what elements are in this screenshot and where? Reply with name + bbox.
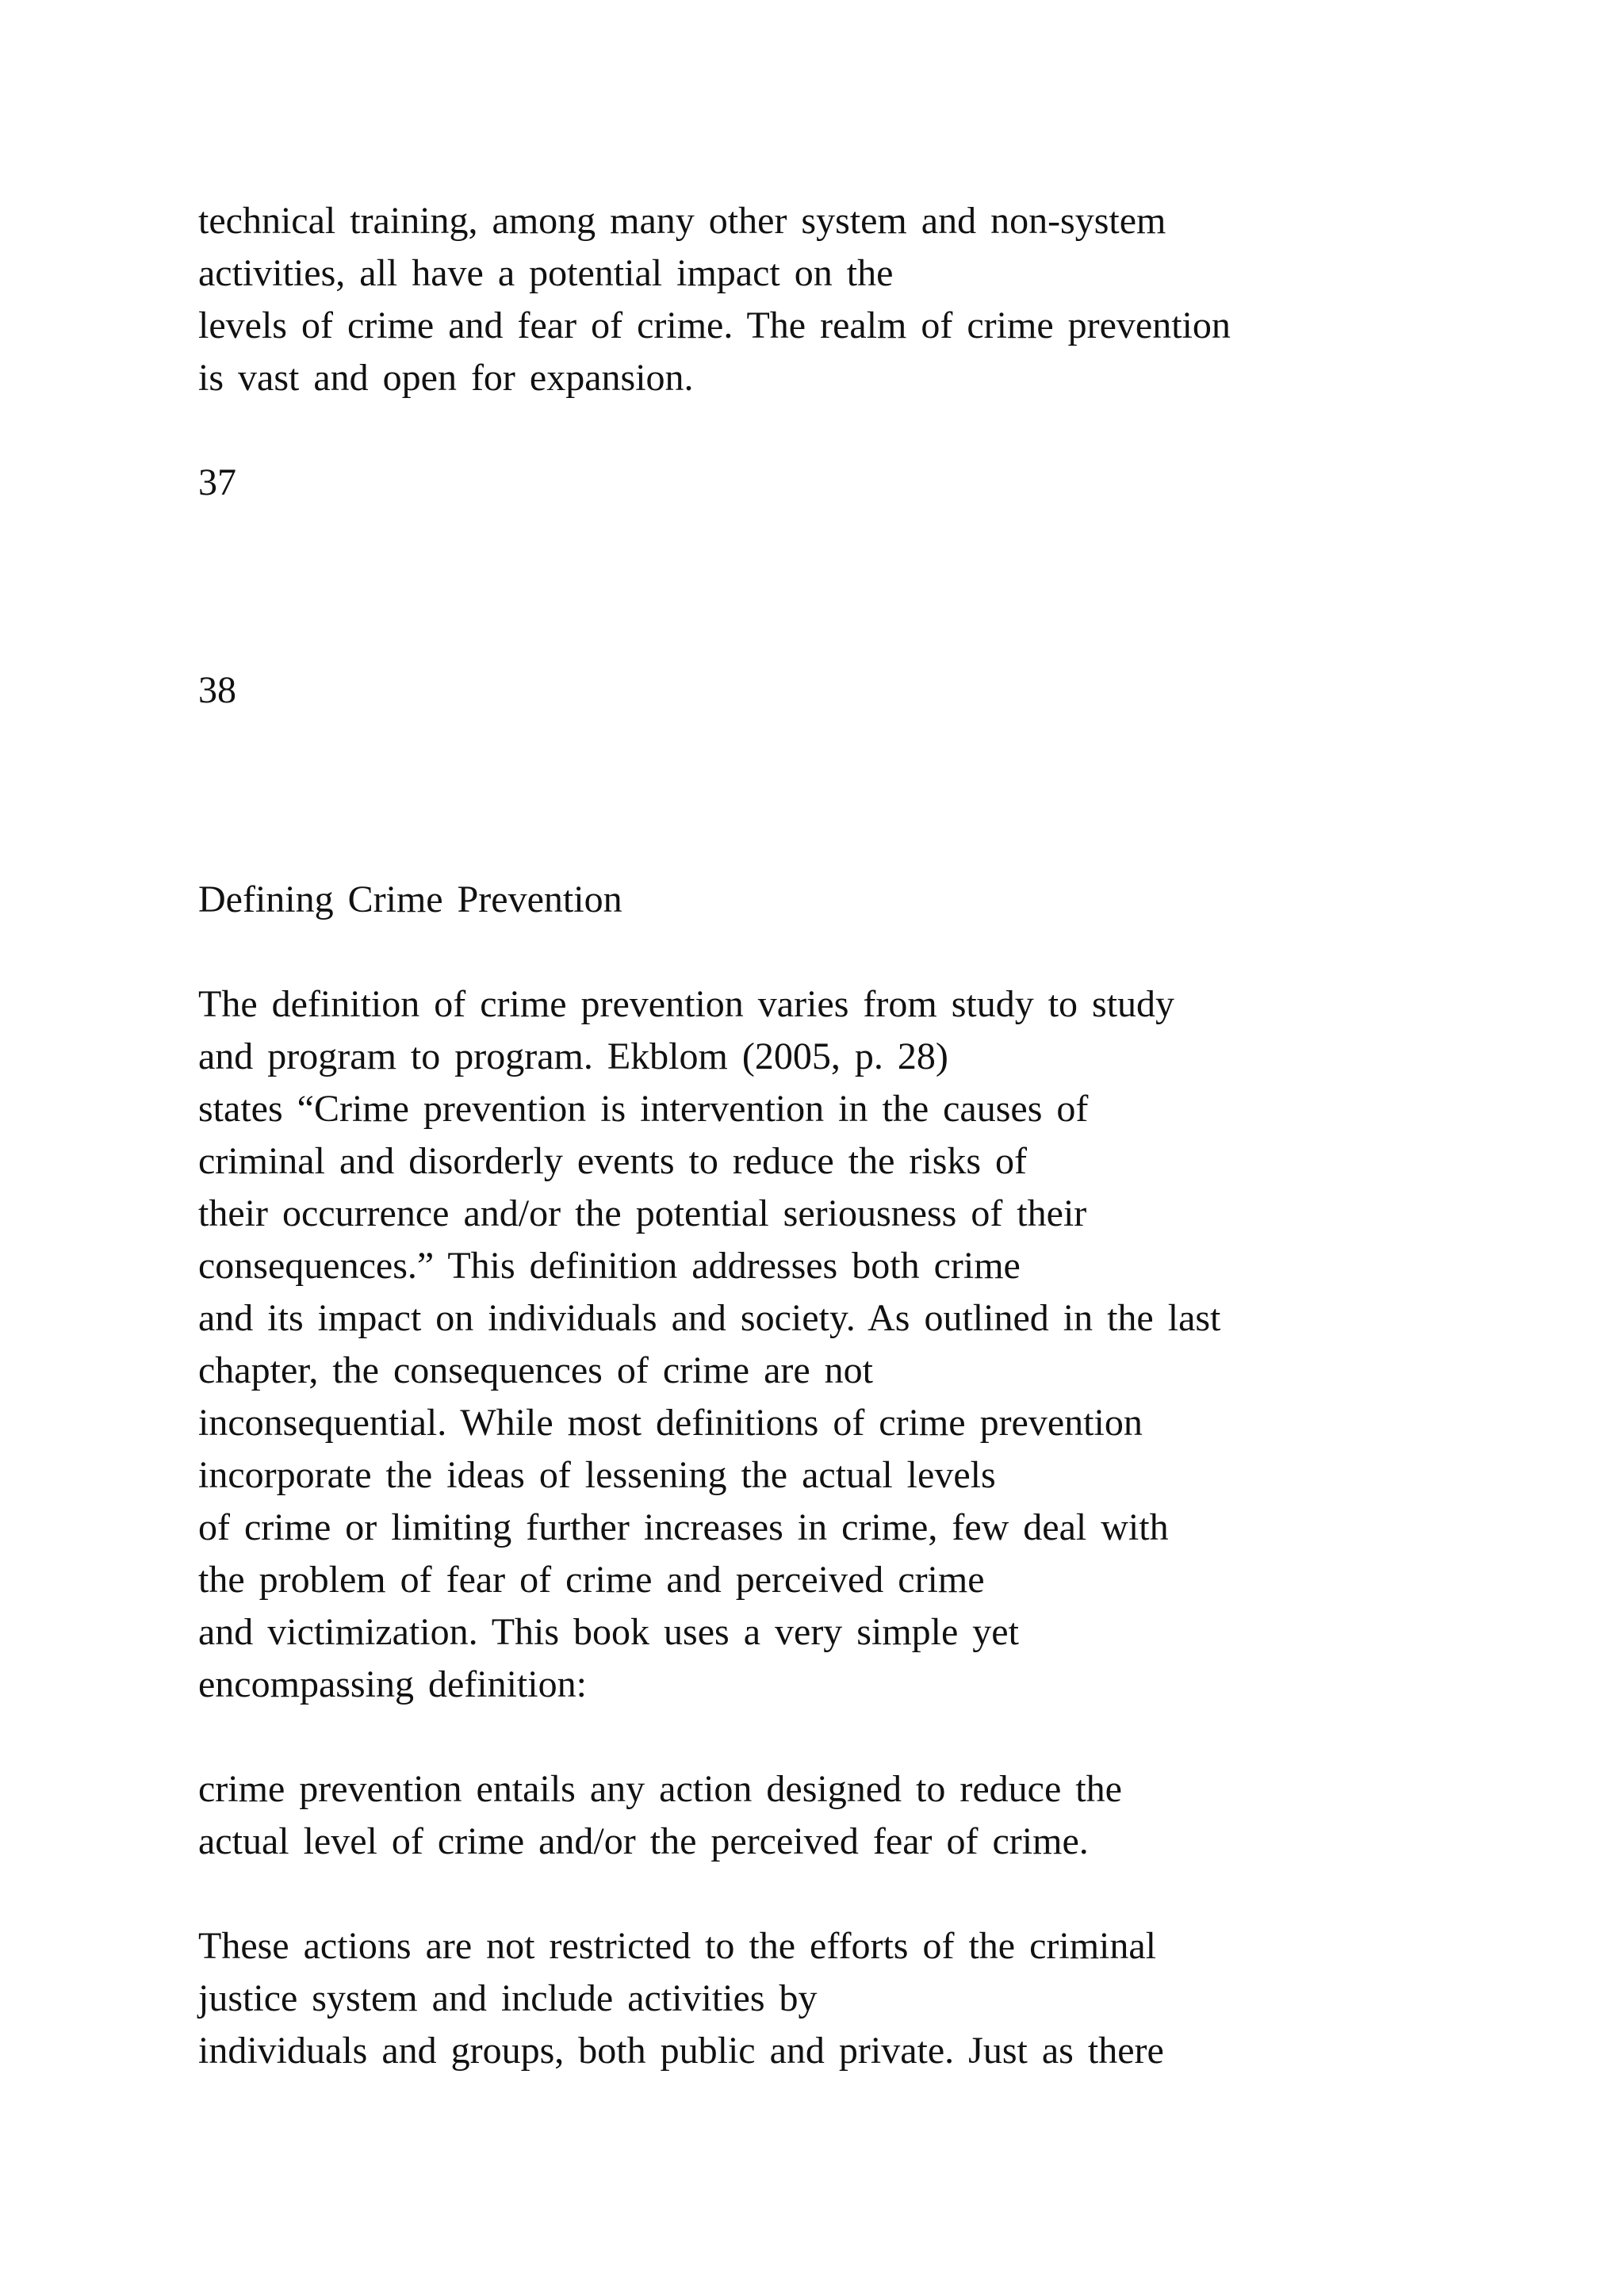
definition-line: actual level of crime and/or the perceived fear of crime. xyxy=(198,1820,1089,1862)
text-line: and its impact on individuals and society. As outlined in the last xyxy=(198,1297,1221,1339)
text-line: the problem of fear of crime and perceived crime xyxy=(198,1559,985,1601)
text-line: is vast and open for expansion. xyxy=(198,357,694,399)
text-line: technical training, among many other system and non-system xyxy=(198,200,1166,242)
section-heading: Defining Crime Prevention xyxy=(198,878,622,920)
text-line: consequences.” This definition addresses both crime xyxy=(198,1245,1021,1287)
text-line: justice system and include activities by xyxy=(198,1977,818,2019)
text-line: inconsequential. While most definitions of crime prevention xyxy=(198,1402,1143,1444)
text-line: individuals and groups, both public and private. Just as there xyxy=(198,2030,1164,2072)
text-line: encompassing definition: xyxy=(198,1663,587,1705)
page-number: 37 xyxy=(198,461,236,503)
text-line: activities, all have a potential impact on the xyxy=(198,252,894,294)
text-line: and victimization. This book uses a very simple yet xyxy=(198,1611,1019,1653)
text-line: of crime or limiting further increases in crime, few deal with xyxy=(198,1506,1169,1548)
page-number: 38 xyxy=(198,669,236,711)
text-line: These actions are not restricted to the efforts of the criminal xyxy=(198,1925,1157,1967)
text-line: and program to program. Ekblom (2005, p. 28) xyxy=(198,1035,948,1077)
text-line: states “Crime prevention is intervention in the causes of xyxy=(198,1088,1089,1130)
text-line: The definition of crime prevention varies from study to study xyxy=(198,983,1175,1025)
text-line: incorporate the ideas of lessening the actual levels xyxy=(198,1454,996,1496)
text-line: criminal and disorderly events to reduce the risks of xyxy=(198,1140,1028,1182)
definition-line: crime prevention entails any action designed to reduce the xyxy=(198,1768,1122,1810)
text-line: chapter, the consequences of crime are not xyxy=(198,1349,874,1391)
text-line: their occurrence and/or the potential seriousness of their xyxy=(198,1192,1087,1234)
text-line: levels of crime and fear of crime. The realm of crime prevention xyxy=(198,304,1231,346)
